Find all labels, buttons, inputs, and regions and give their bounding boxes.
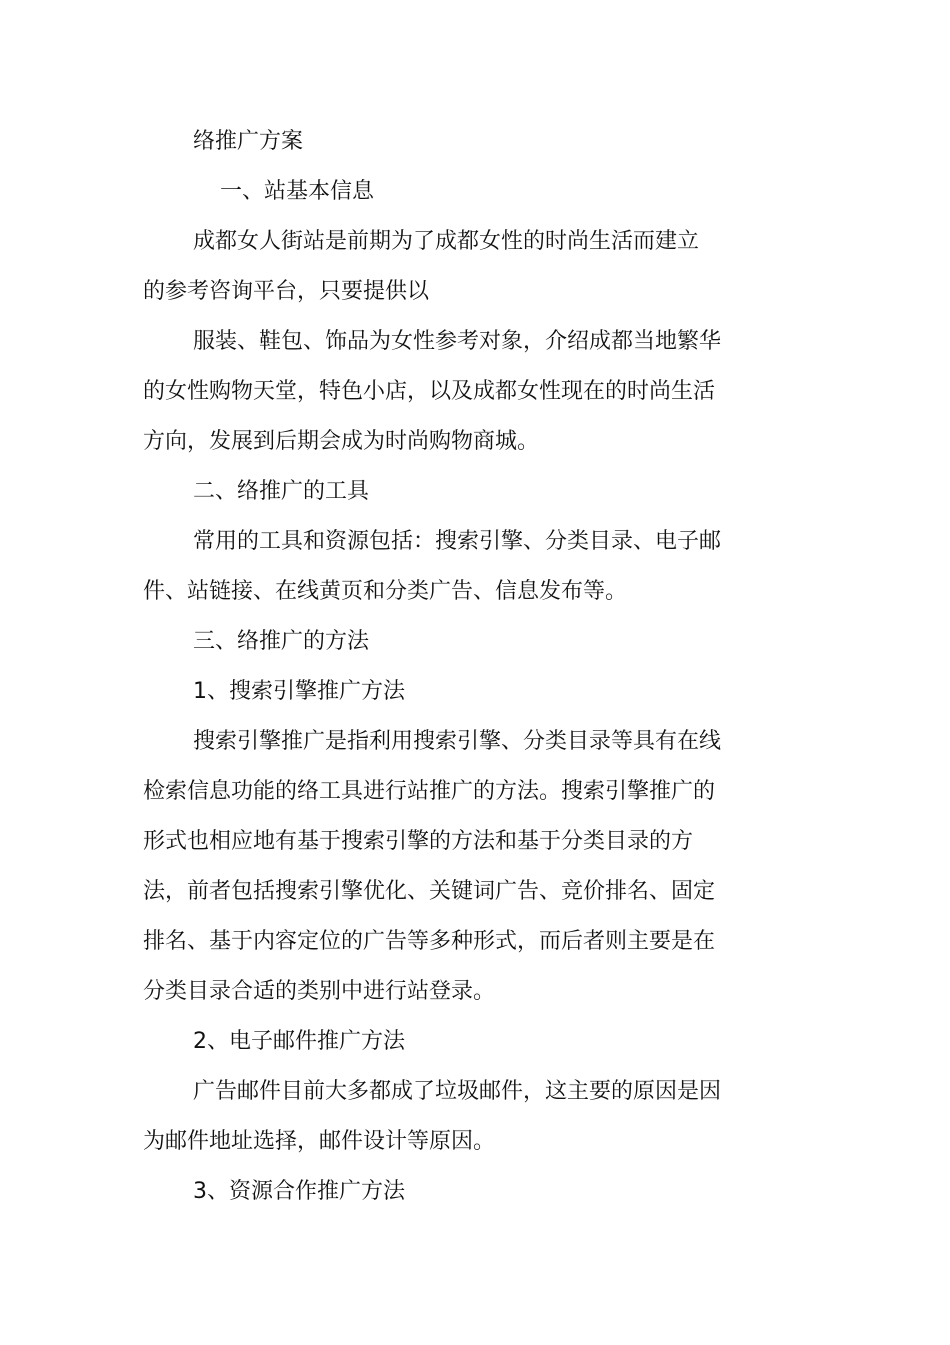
subsection-heading-search-engine: 1、搜索引擎推广方法 [193, 679, 405, 704]
paragraph-line: 广告邮件目前大多都成了垃圾邮件，这主要的原因是因 [193, 1079, 722, 1104]
paragraph-line: 常用的工具和资源包括：搜索引擎、分类目录、电子邮 [193, 529, 722, 554]
paragraph-line: 的女性购物天堂，特色小店，以及成都女性现在的时尚生活 [143, 379, 716, 404]
paragraph-line: 形式也相应地有基于搜索引擎的方法和基于分类目录的方 [143, 829, 694, 854]
paragraph-line: 搜索引擎推广是指利用搜索引擎、分类目录等具有在线 [193, 729, 722, 754]
paragraph-line: 分类目录合适的类别中进行站登录。 [143, 979, 496, 1004]
paragraph-line: 的参考咨询平台，只要提供以 [143, 279, 430, 304]
paragraph-line: 方向，发展到后期会成为时尚购物商城。 [143, 429, 540, 454]
section-heading-methods: 三、络推广的方法 [193, 629, 370, 654]
paragraph-line: 排名、基于内容定位的广告等多种形式，而后者则主要是在 [143, 929, 716, 954]
section-heading-basic-info: 一、站基本信息 [220, 179, 375, 204]
paragraph-line: 服装、鞋包、饰品为女性参考对象，介绍成都当地繁华 [193, 329, 722, 354]
document-title: 络推广方案 [193, 129, 304, 154]
paragraph-line: 法，前者包括搜索引擎优化、关键词广告、竞价排名、固定 [143, 879, 716, 904]
paragraph-line: 检索信息功能的络工具进行站推广的方法。搜索引擎推广的 [143, 779, 716, 804]
paragraph-line: 为邮件地址选择，邮件设计等原因。 [143, 1129, 496, 1154]
subsection-heading-resource-cooperation: 3、资源合作推广方法 [193, 1179, 405, 1204]
subsection-heading-email: 2、电子邮件推广方法 [193, 1029, 405, 1054]
section-heading-tools: 二、络推广的工具 [193, 479, 370, 504]
paragraph-line: 成都女人街站是前期为了成都女性的时尚生活而建立 [193, 229, 700, 254]
paragraph-line: 件、站链接、在线黄页和分类广告、信息发布等。 [143, 579, 628, 604]
